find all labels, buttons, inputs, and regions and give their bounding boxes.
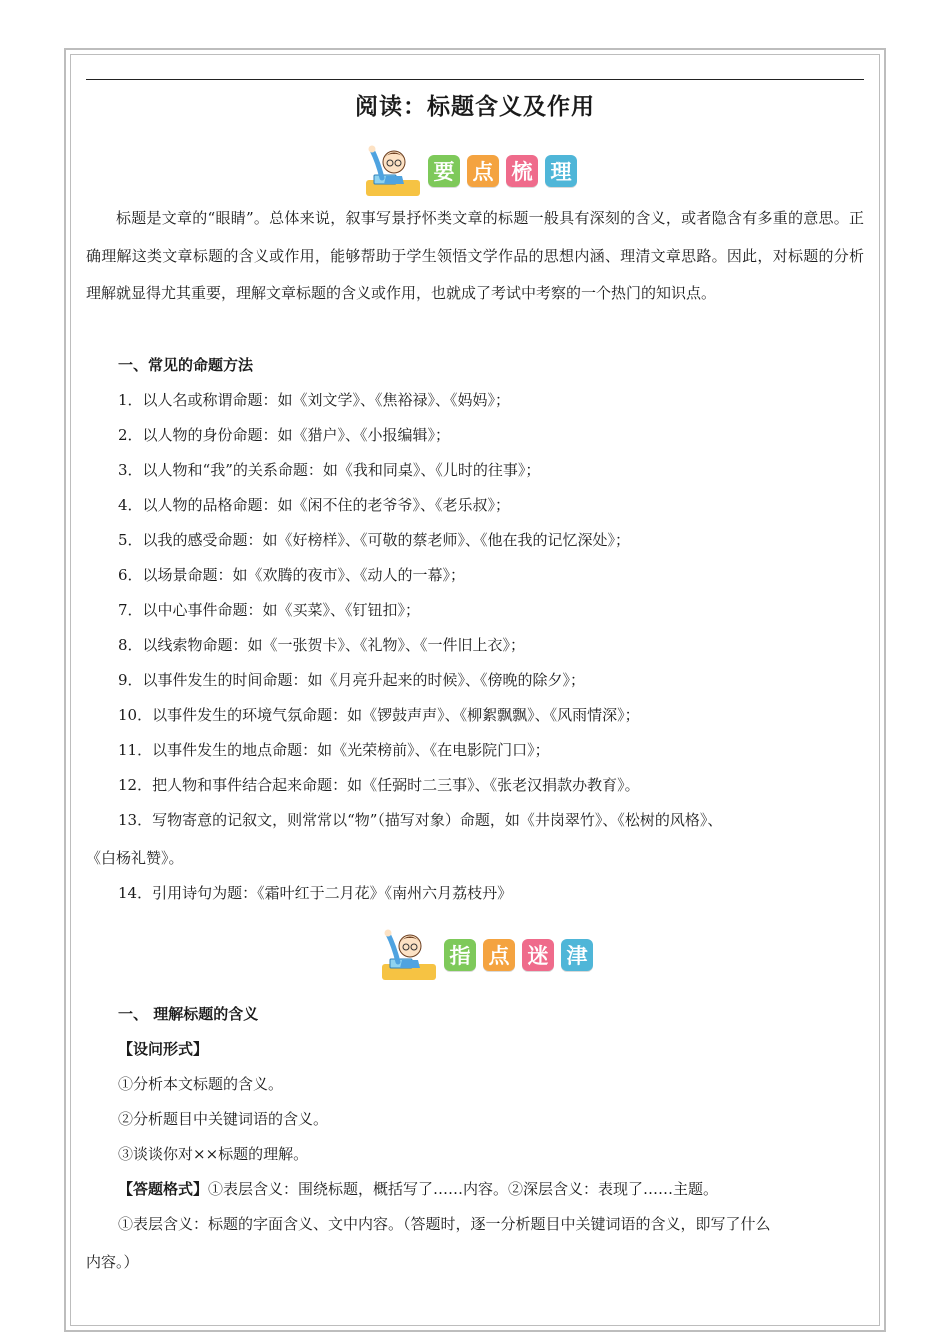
banner2-tile-1: 指 [444,939,476,971]
method-item: 4．以人物的品格命题：如《闲不住的老爷爷》、《老乐叔》； [118,496,511,514]
banner2-tile-3: 迷 [522,939,554,971]
ask-item: ①分析本文标题的含义。 [118,1075,284,1093]
page-title: 阅读：标题含义及作用 [355,94,595,120]
banner1-tile-3: 梳 [506,155,538,187]
section2-heading: 一、 理解标题的含义 [118,1005,259,1023]
answer-text: ①表层含义：围绕标题，概括写了……内容。②深层含义：表现了……主题。 [208,1180,719,1198]
banner-key-points [364,142,584,200]
answer-label: 【答题格式】 [118,1180,209,1198]
method-item: 8．以线索物命题：如《一张贺卡》、《礼物》、《一件旧上衣》； [118,636,526,654]
ask-item: ③谈谈你对××标题的理解。 [118,1145,309,1163]
banner1-tile-2: 点 [467,155,499,187]
surface-meaning: ①表层含义：标题的字面含义、文中内容。（答题时，逐一分析题目中关键词语的含义，即写了什么 [118,1215,771,1233]
method-item: 11．以事件发生的地点命题：如《光荣榜前》、《在电影院门口》； [118,741,550,759]
method-item: 5．以我的感受命题：如《好榜样》、《可敬的蔡老师》、《他在我的记忆深处》； [118,531,631,549]
method-item: 12．把人物和事件结合起来命题：如《任弼时二三事》、《张老汉捐款办教育》。 [118,776,640,794]
method-item-13-cont: 《白杨礼赞》。 [86,849,184,867]
method-item: 2．以人物的身份命题：如《猎户》、《小报编辑》； [118,426,451,444]
student-reading-icon [380,926,438,984]
banner2-tile-2: 点 [483,939,515,971]
student-reading-icon [364,142,422,200]
answer-format [86,1178,896,1199]
method-item: 6．以场景命题：如《欢腾的夜市》、《动人的一幕》； [118,566,466,584]
header-rule [86,79,864,80]
method-item-14: 14．引用诗句为题：《霜叶红于二月花》《南州六月荔枝丹》 [118,884,513,902]
method-item: 10．以事件发生的环境气氛命题：如《锣鼓声声》、《柳絮飘飘》、《风雨情深》； [118,706,640,724]
ask-item: ②分析题目中关键词语的含义。 [118,1110,329,1128]
banner1-tile-4: 理 [545,155,577,187]
method-item: 9．以事件发生的时间命题：如《月亮升起来的时候》、《傍晚的除夕》； [118,671,586,689]
banner1-tile-1: 要 [428,155,460,187]
section1-heading: 一、常见的命题方法 [118,356,254,374]
ask-form-label: 【设问形式】 [118,1040,209,1058]
method-item: 1．以人名或称谓命题：如《刘文学》、《焦裕禄》、《妈妈》； [118,391,511,409]
method-item: 3．以人物和“我”的关系命题：如《我和同桌》、《儿时的往事》； [118,461,541,479]
method-item-13: 13．写物寄意的记叙文，则常常以“物”（描写对象）命题，如《井岗翠竹》、《松树的风格》、 [118,811,723,829]
banner-guidance [380,926,600,984]
banner2-tile-4: 津 [561,939,593,971]
method-item: 7．以中心事件命题：如《买菜》、《钉钮扣》； [118,601,421,619]
intro-paragraph: 标题是文章的“眼睛”。总体来说，叙事写景抒怀类文章的标题一般具有深刻的含义，或者隐含有多重的意思。正确理解这类文章标题的含义或作用，能够帮助于学生领悟文学作品的思想内涵、理清文章思路。因此，对标题的分析理解就显得尤其重要，理解文章标题的含义或作用，也就成了考试中考察的一个热门的知识点。 [86,209,864,302]
surface-meaning-cont: 内容。） [86,1253,139,1271]
intro-block [86,200,864,313]
